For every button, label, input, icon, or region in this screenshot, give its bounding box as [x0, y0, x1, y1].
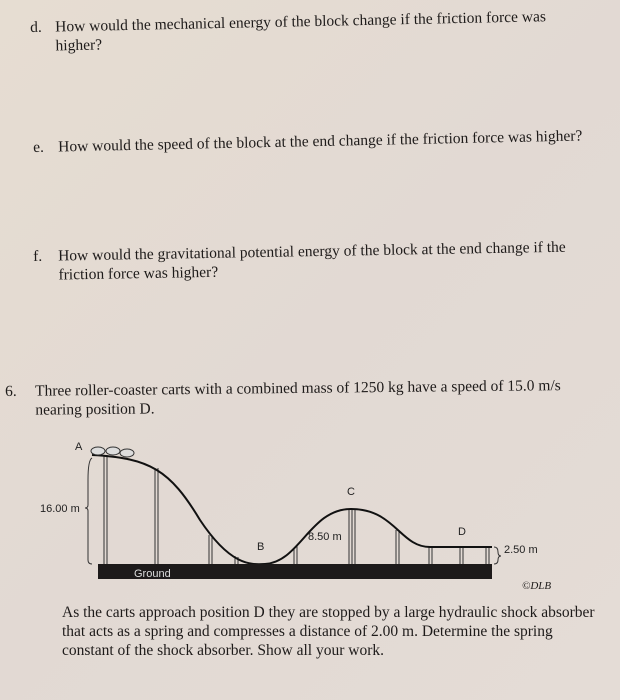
problem-number: 6.: [5, 382, 17, 400]
point-c: C: [347, 486, 355, 498]
brace-a: [85, 458, 92, 564]
question-label: d.: [30, 18, 42, 36]
height-d-label: 2.50 m: [504, 544, 538, 556]
point-a: A: [75, 441, 83, 453]
question-text: How would the gravitational potential energy of the block at the end change if the friction force was higher?: [58, 238, 566, 284]
question-text: How would the speed of the block at the end change if the friction force was higher?: [58, 127, 583, 156]
point-d: D: [458, 526, 466, 538]
question-label: e.: [33, 138, 45, 156]
problem-followup: As the carts approach position D they are stopped by a large hydraulic shock absorber that acts as a spring and compresses a distance of 2.00 m. Determine the spring constant of the shock absorber. Show all your work.: [62, 604, 595, 659]
track: [92, 455, 492, 564]
height-c-label: 8.50 m: [308, 531, 342, 543]
question-label: f.: [33, 247, 43, 265]
support-posts: [104, 455, 489, 565]
brace-d: [494, 547, 501, 564]
point-b: B: [257, 541, 265, 553]
problem-text: Three roller-coaster carts with a combined mass of 1250 kg have a speed of 15.0 m/s nearing position D.: [35, 377, 561, 419]
height-a-label: 16.00 m: [40, 503, 80, 515]
credit: ©DLB: [522, 580, 552, 592]
question-text: How would the mechanical energy of the block change if the friction force was higher?: [55, 8, 547, 55]
ground-label: Ground: [134, 568, 171, 580]
